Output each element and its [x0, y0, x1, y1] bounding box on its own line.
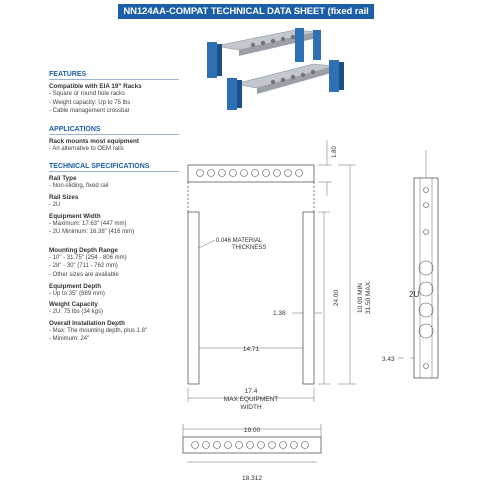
- dim-max-width-value: 17.4: [244, 388, 258, 395]
- spec-item: - 2U: [49, 201, 61, 208]
- dim-side-offset: 3.43: [382, 356, 395, 363]
- spec-label-mounting-depth: Mounting Depth Range: [49, 246, 118, 254]
- spec-label-equipment-width: Equipment Width: [49, 212, 101, 220]
- applications-heading: APPLICATIONS: [49, 126, 179, 135]
- spec-item: - Max: The mounting depth, plus 1.8": [49, 327, 148, 334]
- spec-label-equipment-depth: Equipment Depth: [49, 282, 102, 290]
- spec-label-overall-depth: Overall Installation Depth: [49, 319, 125, 327]
- dim-inner-depth: 24.00: [333, 289, 340, 307]
- dim-range-min: 10.00 MIN: [357, 283, 364, 313]
- features-heading: FEATURES: [49, 71, 179, 80]
- applications-item: - An alternative to OEM rails: [49, 145, 124, 152]
- spec-item: - Maximum: 17.63" (447 mm): [49, 220, 127, 227]
- features-item: - Weight capacity: Up to 75 lbs: [49, 99, 131, 106]
- dim-front-inner: 18.312: [242, 475, 262, 482]
- dim-range-max: 31.50 MAX: [365, 281, 372, 315]
- dim-max-width-label: WIDTH: [240, 404, 262, 411]
- specs-heading: TECHNICAL SPECIFICATIONS: [49, 163, 179, 172]
- spec-item: - 28" - 30" (711 - 762 mm): [49, 263, 118, 270]
- spec-item: - Other sizes are available: [49, 271, 119, 278]
- features-subheading: Compatible with EIA 19" Racks: [49, 83, 142, 90]
- spec-item: - Non-sliding, fixed rail: [49, 183, 109, 190]
- dim-inner-width: 14.71: [242, 346, 260, 353]
- dim-side-size: 2U: [409, 290, 420, 299]
- features-item: - Cable management crossbar: [49, 108, 130, 115]
- spec-item: - 2U: 75 lbs (34 kgs): [49, 309, 104, 316]
- spec-label-weight-capacity: Weight Capacity: [49, 301, 98, 309]
- spec-item: - 10" - 31.75" (254 - 806 mm): [49, 254, 127, 261]
- dim-front-width: 19.00: [243, 427, 261, 434]
- dim-material-1: 0.046 MATERIAL: [216, 238, 263, 244]
- dim-max-width-label: MAX EQUIPMENT: [223, 396, 279, 403]
- applications-subheading: Rack mounts most equipment: [49, 137, 139, 145]
- dim-top-height: 1.80: [332, 146, 338, 158]
- document-title: NN124AA-COMPAT TECHNICAL DATA SHEET (fixed rail solution): [118, 4, 374, 19]
- spec-item: - Minimum: 24": [49, 336, 90, 343]
- dim-material-2: THICKNESS: [232, 245, 267, 251]
- dim-rail-depth: 1.38: [273, 310, 286, 317]
- features-item: - Square or round hole racks: [49, 91, 126, 97]
- spec-item: - Up to 35" (889 mm): [49, 290, 105, 297]
- spec-label-rail-type: Rail Type: [49, 175, 77, 183]
- spec-item: - 2U Minimum: 16.38" (416 mm): [49, 229, 135, 236]
- spec-label-rail-sizes: Rail Sizes: [49, 193, 79, 201]
